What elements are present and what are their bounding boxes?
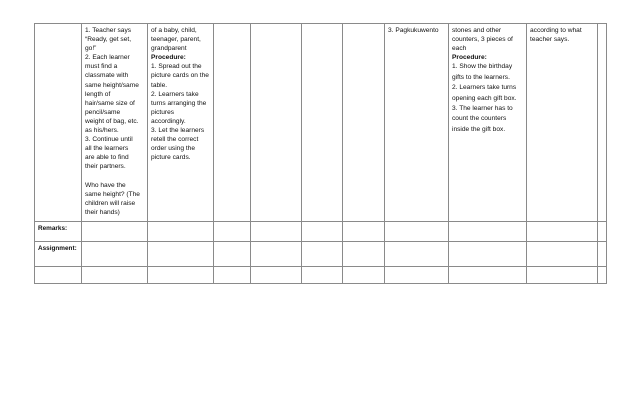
content-row	[35, 24, 607, 222]
procedure-cell: stones and other counters, 3 pieces of each Procedure: 1. Show the birthday gifts to the learners. 2. Learners take turns opening each gift box. 3. The learner has to count the counters inside the gift box.	[449, 24, 527, 222]
assignment-label: Assignment:	[35, 242, 82, 267]
procedure-heading: Procedure:	[151, 54, 186, 62]
row-label-cell	[35, 24, 82, 222]
procedure-cell: of a baby, child, teenager, parent, grandparent Procedure: 1. Spread out the picture cards on the table. 2. Learners take turns arranging the pictures accordingly. 3. Let the learners retell the correct order using the picture cards.	[148, 24, 214, 222]
empty-cell	[598, 24, 607, 222]
empty-cell	[343, 24, 385, 222]
activity-cell: 1. Teacher says “Ready, get set, go!” 2. Each learner must find a classmate with same height/same length of hair/same size of pencil/same weight of bag, etc. as his/hers. 3. Continue until all the learners are able to find their partners. Who have the same height? (The children will raise their hands)	[82, 24, 148, 222]
activity-title-cell: 3. Pagkukuwento	[385, 24, 449, 222]
blank-row	[35, 267, 607, 284]
lesson-plan-table	[34, 23, 607, 284]
empty-cell	[251, 24, 302, 222]
remarks-label: Remarks:	[35, 222, 82, 242]
instruction-cell: according to what teacher says.	[527, 24, 598, 222]
assignment-row	[35, 242, 607, 267]
empty-cell	[214, 24, 251, 222]
remarks-row	[35, 222, 607, 242]
empty-cell	[302, 24, 343, 222]
procedure-heading: Procedure:	[452, 54, 487, 62]
